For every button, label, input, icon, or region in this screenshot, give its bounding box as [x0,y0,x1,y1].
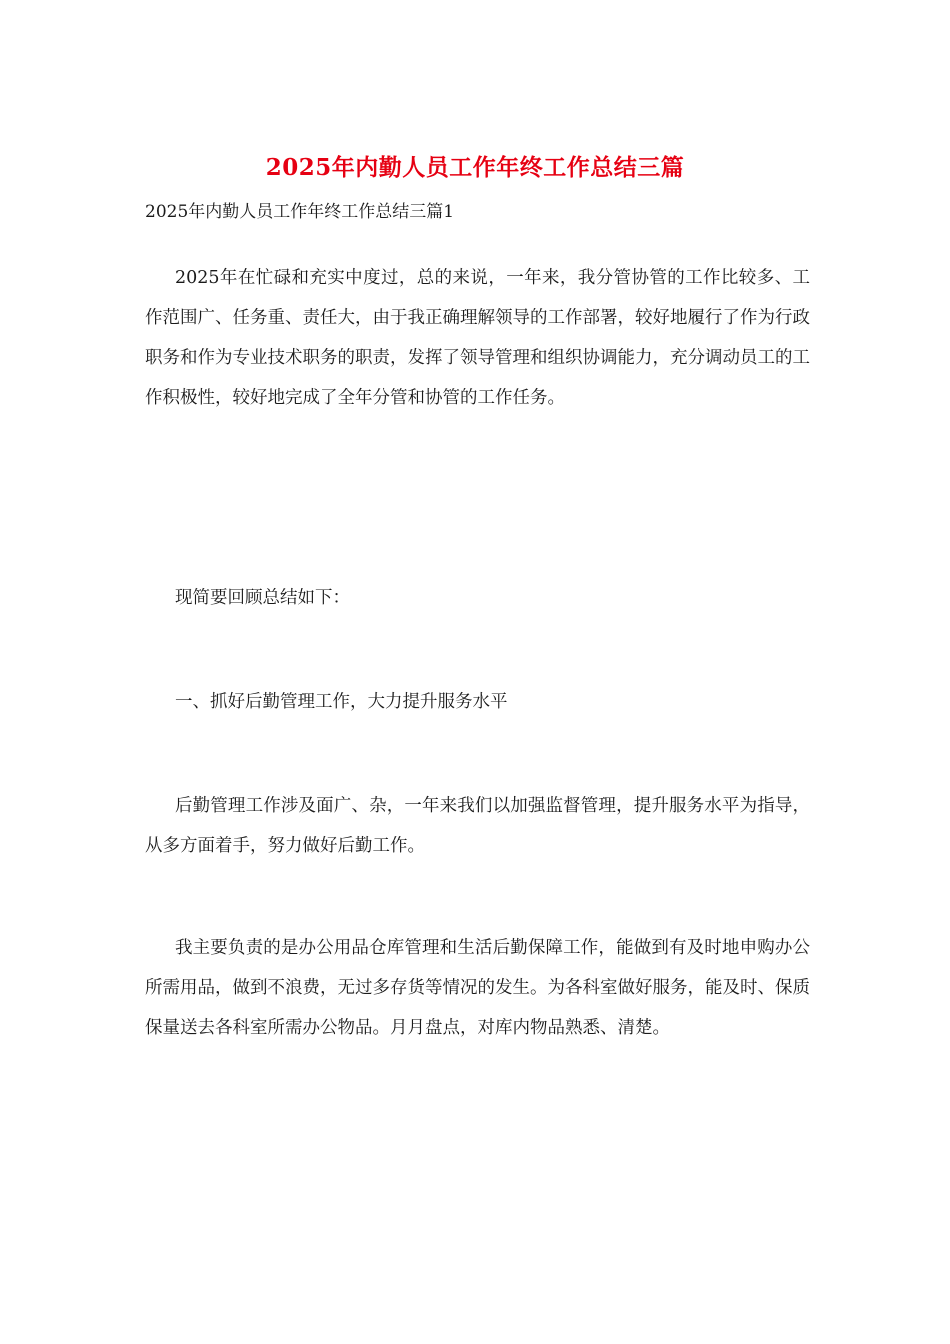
paragraph-review-lead: 现简要回顾总结如下： [175,588,350,608]
paragraph-intro: 2025年在忙碌和充实中度过，总的来说，一年来，我分管协管的工作比较多、工作范围广、任务重、责任大，由于我正确理解领导的工作部署，较好地履行了作为行政职务和作为专业技术职务的职责，发挥了领导管理和组织协调能力，充分调动员工的工作积极性，较好地完成了全年分管和协管的工作任务。 [145,268,810,408]
document-title: 2025年内勤人员工作年终工作总结三篇 [265,154,685,181]
paragraph-warehouse: 我主要负责的是办公用品仓库管理和生活后勤保障工作，能做到有及时地申购办公所需用品，做到不浪费，无过多存货等情况的发生。为各科室做好服务，能及时、保质保量送去各科室所需办公物品。月月盘点，对库内物品熟悉、清楚。 [145,938,810,1038]
document-subtitle: 2025年内勤人员工作年终工作总结三篇1 [145,202,455,222]
paragraph-logistics: 后勤管理工作涉及面广、杂，一年来我们以加强监督管理，提升服务水平为指导，从多方面着手，努力做好后勤工作。 [145,796,810,856]
section-heading-logistics: 一、抓好后勤管理工作，大力提升服务水平 [175,692,508,712]
